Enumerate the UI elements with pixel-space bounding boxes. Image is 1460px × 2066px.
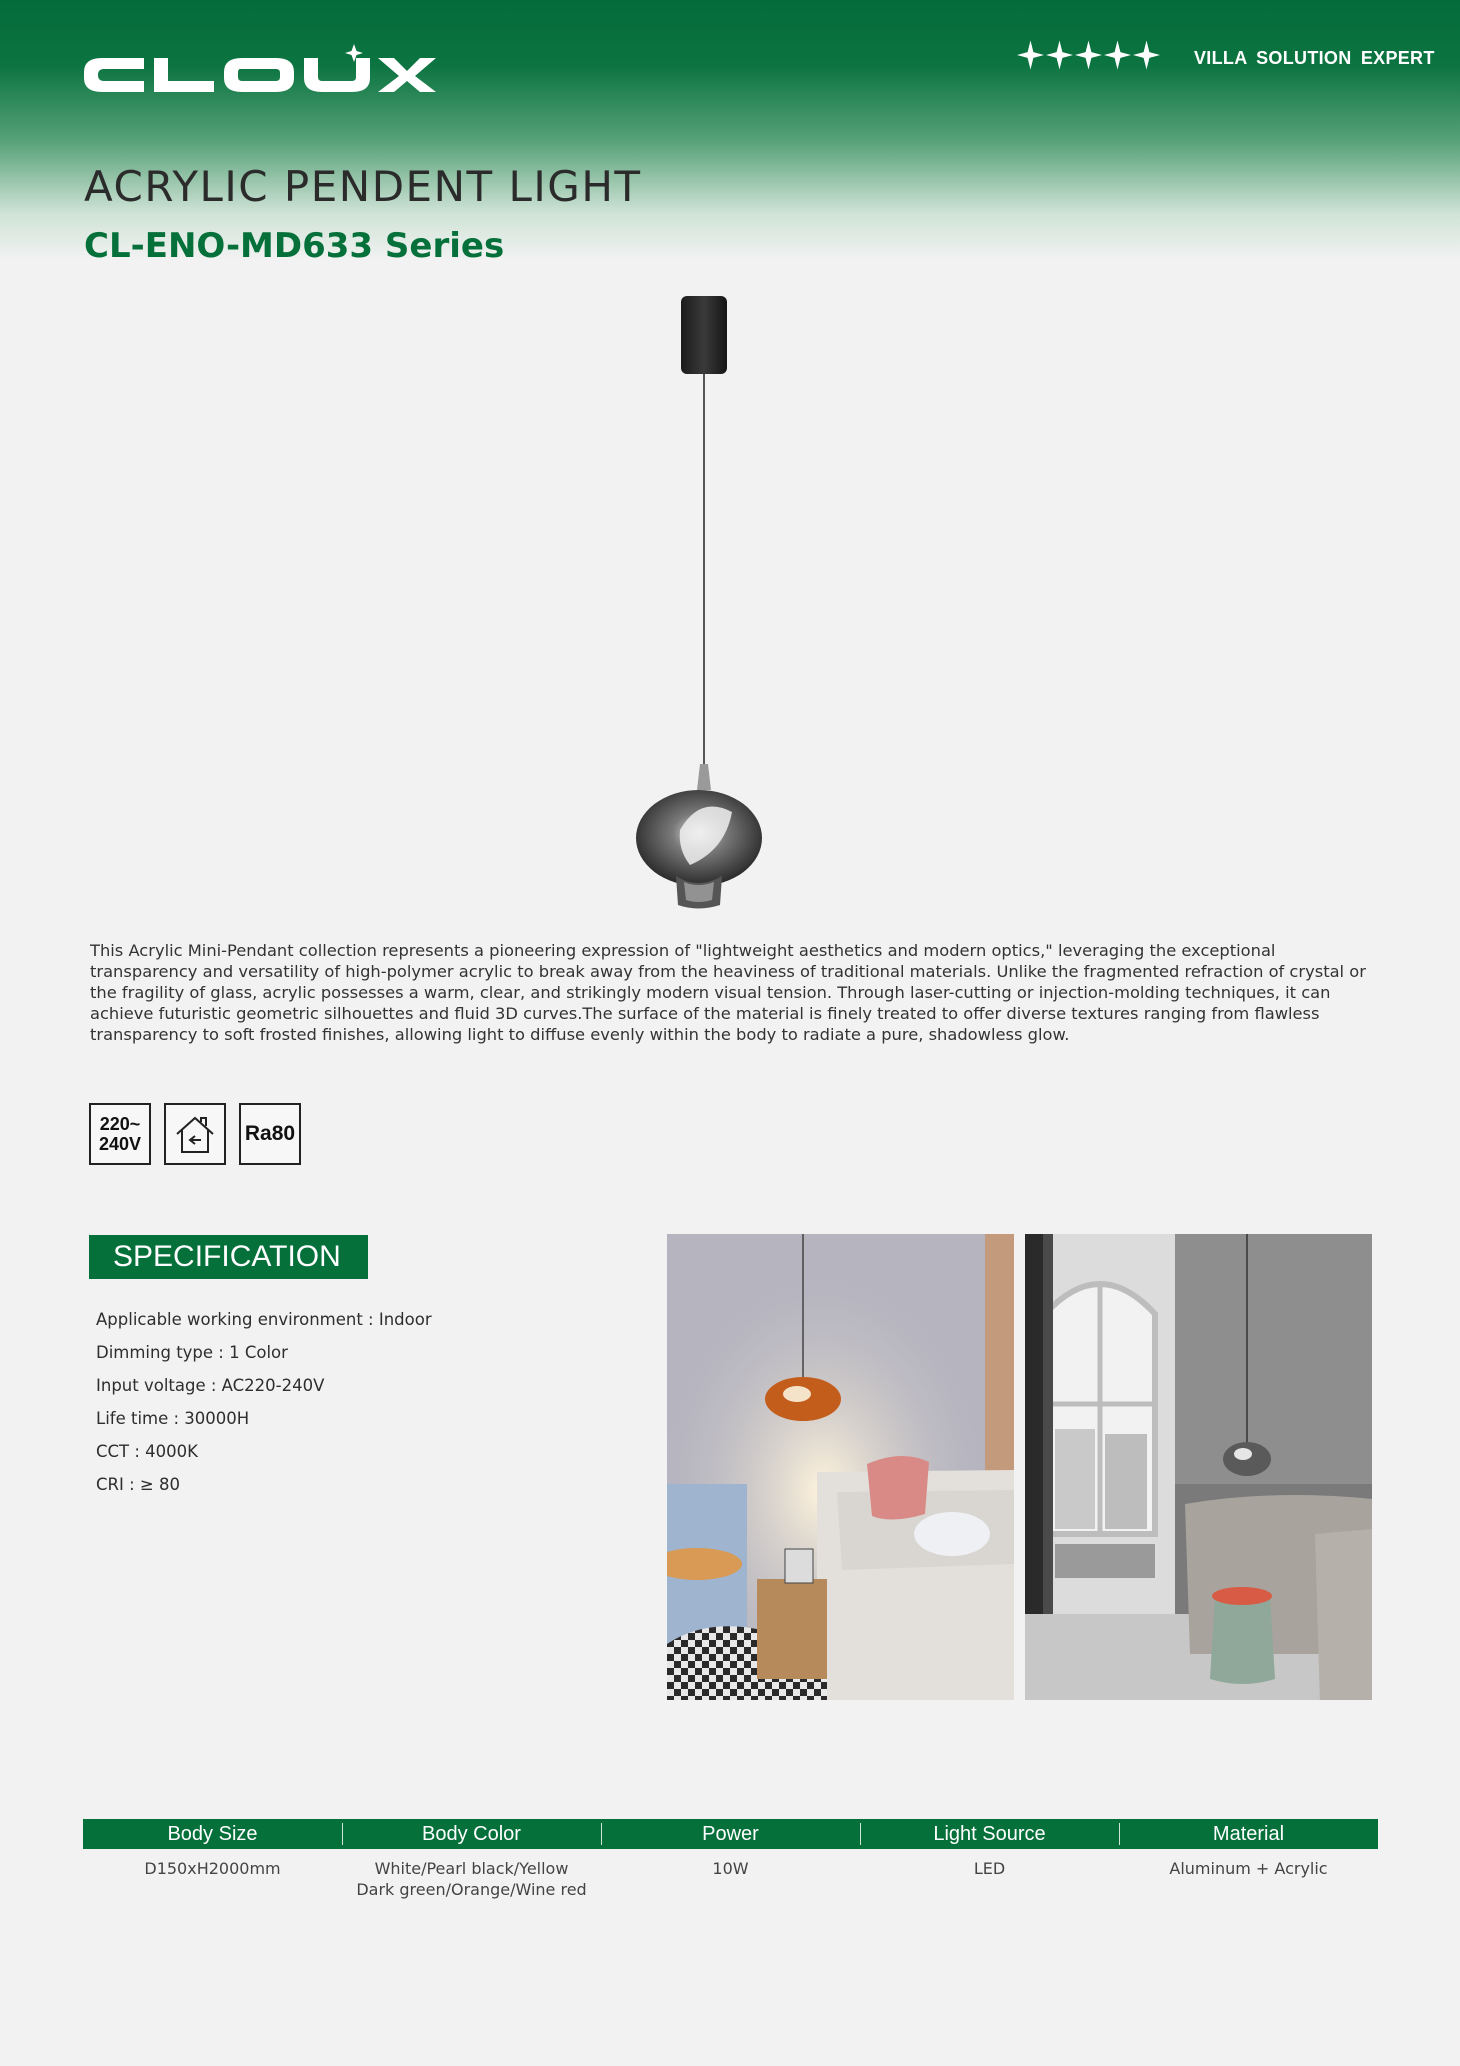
product-table [83, 1819, 1378, 1900]
specification-list [96, 1303, 432, 1501]
cell-body-size: D150xH2000mm [144, 1859, 281, 1878]
body-color-line2: Dark green/Orange/Wine red [356, 1880, 587, 1899]
specification-heading: SPECIFICATION [89, 1235, 368, 1279]
header-power: Power [601, 1819, 860, 1849]
cell-light-source: LED [973, 1859, 1006, 1878]
header-gradient [0, 0, 1460, 260]
tagline: VILLA SOLUTION EXPERT [1194, 48, 1435, 68]
body-color-line1: White/Pearl black/Yellow [374, 1859, 569, 1878]
cloux-logo [82, 42, 438, 104]
spec-cri: CRI : ≥ 80 [96, 1475, 180, 1494]
voltage-badge [89, 1103, 151, 1165]
bedroom-scene-photo [667, 1234, 1014, 1700]
cell-power: 10W [712, 1859, 749, 1878]
table-header [83, 1819, 1378, 1849]
header-body-size: Body Size [167, 1822, 258, 1845]
cell-body-color [342, 1858, 601, 1900]
living-room-scene-photo [1025, 1234, 1372, 1700]
header-material: Material [1119, 1819, 1378, 1849]
cri-badge: Ra80 [239, 1103, 301, 1165]
product-description: This Acrylic Mini-Pendant collection represents a pioneering expression of "lightweight aesthetics and modern optics," leveraging the exceptional transparency and versatility of high-polymer acrylic to break away from the heaviness of traditional materials. Unlike the fragmented refraction of crystal or the fragility of glass, acrylic possesses a warm, clear, and strikingly modern visual tension. Through laser-cutting or injection-molding techniques, it can achieve futuristic geometric silhouettes and fluid 3D curves.The surface of the material is finely treated to offer diverse textures ranging from flawless transparency to soft frosted finishes, allowing light to diffuse evenly within the body to radiate a pure, shadowless glow. [90, 941, 1366, 1044]
product-image [620, 290, 770, 920]
five-stars-icon [1016, 38, 1161, 78]
spec-lifetime: Life time : 30000H [96, 1409, 250, 1428]
cell-material: Aluminum + Acrylic [1169, 1859, 1328, 1878]
table-row [83, 1849, 1378, 1900]
indoor-house-icon [164, 1103, 226, 1165]
spec-environment: Applicable working environment : Indoor [96, 1310, 432, 1329]
header-body-color: Body Color [342, 1819, 601, 1849]
page-title: ACRYLIC PENDENT LIGHT [84, 162, 642, 211]
series-name: CL-ENO-MD633 Series [84, 226, 505, 266]
spec-dimming: Dimming type : 1 Color [96, 1343, 288, 1362]
voltage-line1: 220~ [99, 1114, 141, 1134]
feature-badges [89, 1103, 301, 1165]
voltage-line2: 240V [98, 1134, 142, 1154]
header-light-source: Light Source [860, 1819, 1119, 1849]
spec-cct: CCT : 4000K [96, 1442, 198, 1461]
spec-voltage: Input voltage : AC220-240V [96, 1376, 325, 1395]
